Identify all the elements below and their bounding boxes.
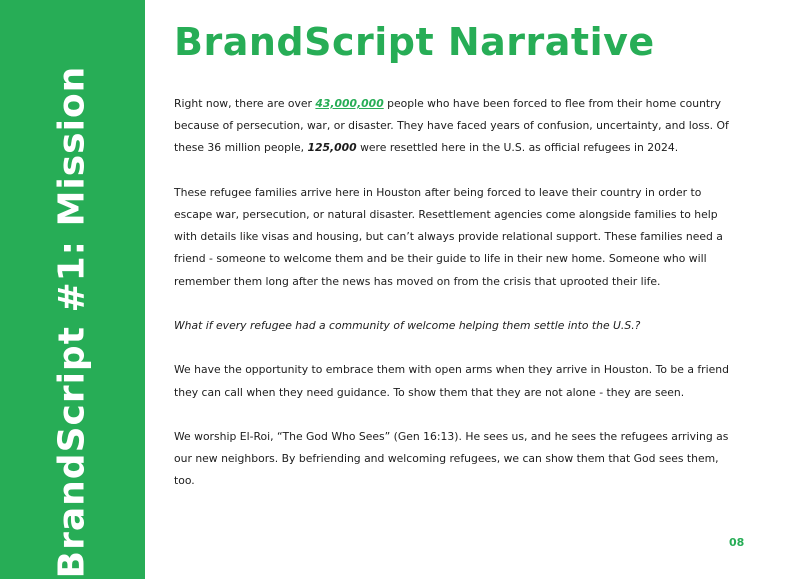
sidebar-title: BrandScript #1: Mission: [51, 65, 93, 579]
refugee-count-link[interactable]: 43,000,000: [315, 97, 384, 110]
paragraph-houston: These refugee families arrive here in Houston after being forced to leave their country in order to escape war, persecution, or natural disaster. Resettlement agencies come alongside families to help with details like visas and housing, but can’t always provide relational support. These families need a friend - someone to welcome them and be their guide to life in their new home. Someone who will remember them long after the news has moved on from the crisis that uprooted their life.: [174, 185, 723, 288]
intro-text-middle: people who have been forced to flee from their home country because of persecution, war, or disaster. They have faced years of confusion, uncertainty, and loss. Of these 36 million people,: [174, 97, 729, 155]
page-number: 08: [729, 536, 745, 549]
question-text: What if every refugee had a community of welcome helping them settle into the U.S.?: [174, 319, 641, 332]
resettled-count: 125,000: [307, 141, 357, 155]
page-title: BrandScript Narrative: [174, 20, 655, 64]
sidebar-panel: [0, 0, 145, 579]
narrative-body: [174, 93, 742, 515]
paragraph-el-roi: We worship El-Roi, “The God Who Sees” (Gen 16:13). He sees us, and he sees the refugees arriving as our new neighbors. By befriending and welcoming refugees, we can show them that God sees them, too.: [174, 429, 729, 488]
intro-text-end: were resettled here in the U.S. as official refugees in 2024.: [356, 141, 679, 155]
paragraph-intro: [174, 93, 742, 160]
intro-text-start: Right now, there are over: [174, 97, 316, 110]
paragraph-opportunity: We have the opportunity to embrace them with open arms when they arrive in Houston. To be a friend they can call when they need guidance. To show them that they are not alone - they are seen.: [174, 363, 729, 399]
